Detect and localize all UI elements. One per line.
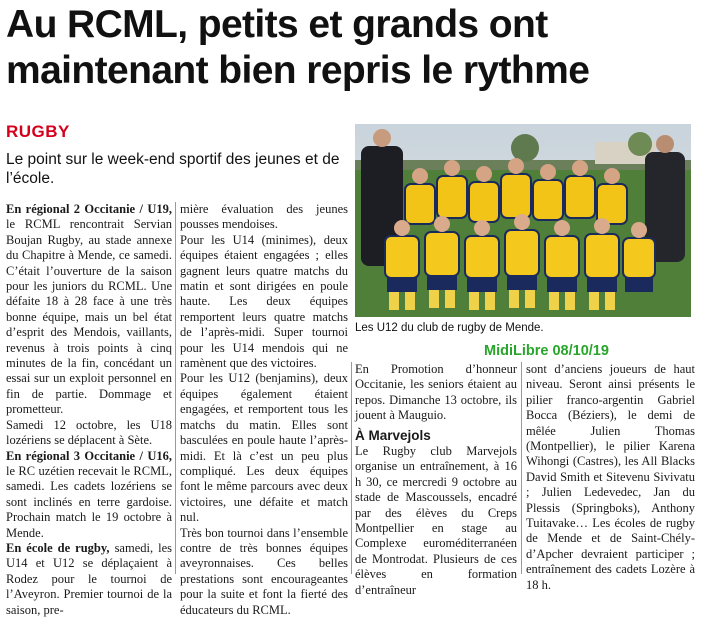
paragraph-u12: Pour les U12 (benjamins), deux équipes également étaient engagées, et remportent tous les matchs du matin. Elles sont basculées en poule haute l’après-midi. Et là c’est un peu plus compliqué. Les deux équipes font le même parcours avec deux victoires, une défaite et match nul. — [180, 371, 348, 525]
paragraph-u14: Pour les U14 (minimes), deux équipes étaient engagées ; elles gagnent leurs quatre matchs du matin et sont dirigées en poule haute. Les deux équipes remportent leurs quatre matchs de l’après-midi. Super tournoi pour les U14 mendois qui ne ramènent que des victoires. — [180, 232, 348, 371]
paragraph-marvejols: Le Rugby club Marvejols organise un entraînement, à 16 h 30, ce mercredi 9 octobre au stade de Mascoussels, encadré par des élèves du Creps Montpellier en stage au Complexe euroméditerranéen de Montrodat. Plusieurs de ces élèves en formation d’entraîneur — [355, 444, 517, 597]
standfirst: Le point sur le week-end sportif des jeunes et de l’école. — [6, 151, 340, 187]
column-4 — [526, 362, 695, 593]
section-kicker: RUGBY — [6, 122, 70, 141]
subhead-marvejols: À Marvejols — [355, 427, 431, 443]
column-3 — [355, 362, 517, 598]
paragraph-joueurs: sont d’anciens joueurs de haut niveau. Seront ainsi présents le pilier franco-argentin Gabriel Bocca (Béziers), le demi de mêlée Julien Thomas (Montpellier), le pilier Karena Wihongi (Castres), les All Blacks David Smith et Sitevenu Sivivatu ; Julien Ledevedec, Jan du Plessis (Springboks), Anthony Tuitavake… Les écoles de rugby de Mende et de Saint-Chély-d’Apcher devraient participer ; entraînement des cadets Lozère à 18 h. — [526, 362, 695, 592]
source-stamp: MidiLibre 08/10/19 — [484, 343, 609, 359]
paragraph-seniors: En Promotion d’honneur Occitanie, les seniors étaient au repos. Dimanche 13 octobre, ils jouent à Mauguio. — [355, 362, 517, 423]
lead-u19: En régional 2 Occitanie / U19, — [6, 202, 172, 216]
paragraph-u19: En régional 2 Occitanie / U19, le RCML rencontrait Servian Boujan Rugby, au stade annexe du Chapitre à Mende, ce samedi. C’était l’ouverture de la saison pour les juniors du RCML. Une défaite 18 à 28 face à une très bonne équipe, mais un bel état d’esprit des Mendois, vaillants, revenus à trois points à cinq minutes de la fin, concédant un essai sur un exploit personnel en fin de partie. Dommage et prometteur. — [6, 202, 172, 417]
paragraph-bilan: Très bon tournoi dans l’ensemble contre de très bonnes équipes aveyronnaises. Ces belles prestations sont encourageantes pour la suite et font la fierté des éducateurs du RCML. — [180, 525, 348, 617]
column-2 — [180, 202, 348, 618]
lead-ecole: En école de rugby, — [6, 540, 110, 555]
paragraph-evaluation: mière évaluation des jeunes pousses mendoises. — [180, 202, 348, 232]
photo-caption: Les U12 du club de rugby de Mende. — [355, 322, 544, 334]
paragraph-ecole: En école de rugby, samedi, les U14 et U12 se déplaçaient à Rodez pour le tournoi de l’Aveyron. Premier tournoi de la saison, pre- — [6, 540, 172, 617]
column-divider — [175, 202, 176, 574]
column-divider — [521, 362, 522, 574]
paragraph-u16: En régional 3 Occitanie / U16, le RC uzétien recevait le RCML, samedi. Les cadets lozériens se sont inclinés en terre gardoise. Prochain match le 19 octobre à Mende. — [6, 448, 172, 540]
paragraph-u18: Samedi 12 octobre, les U18 lozériens se déplacent à Sète. — [6, 417, 172, 448]
lead-u16: En régional 3 Occitanie / U16, — [6, 448, 172, 463]
headline: Au RCML, petits et grands ont maintenant bien repris le rythme — [6, 3, 590, 92]
team-photo — [355, 124, 691, 317]
column-1 — [6, 202, 172, 618]
column-divider — [351, 362, 352, 574]
